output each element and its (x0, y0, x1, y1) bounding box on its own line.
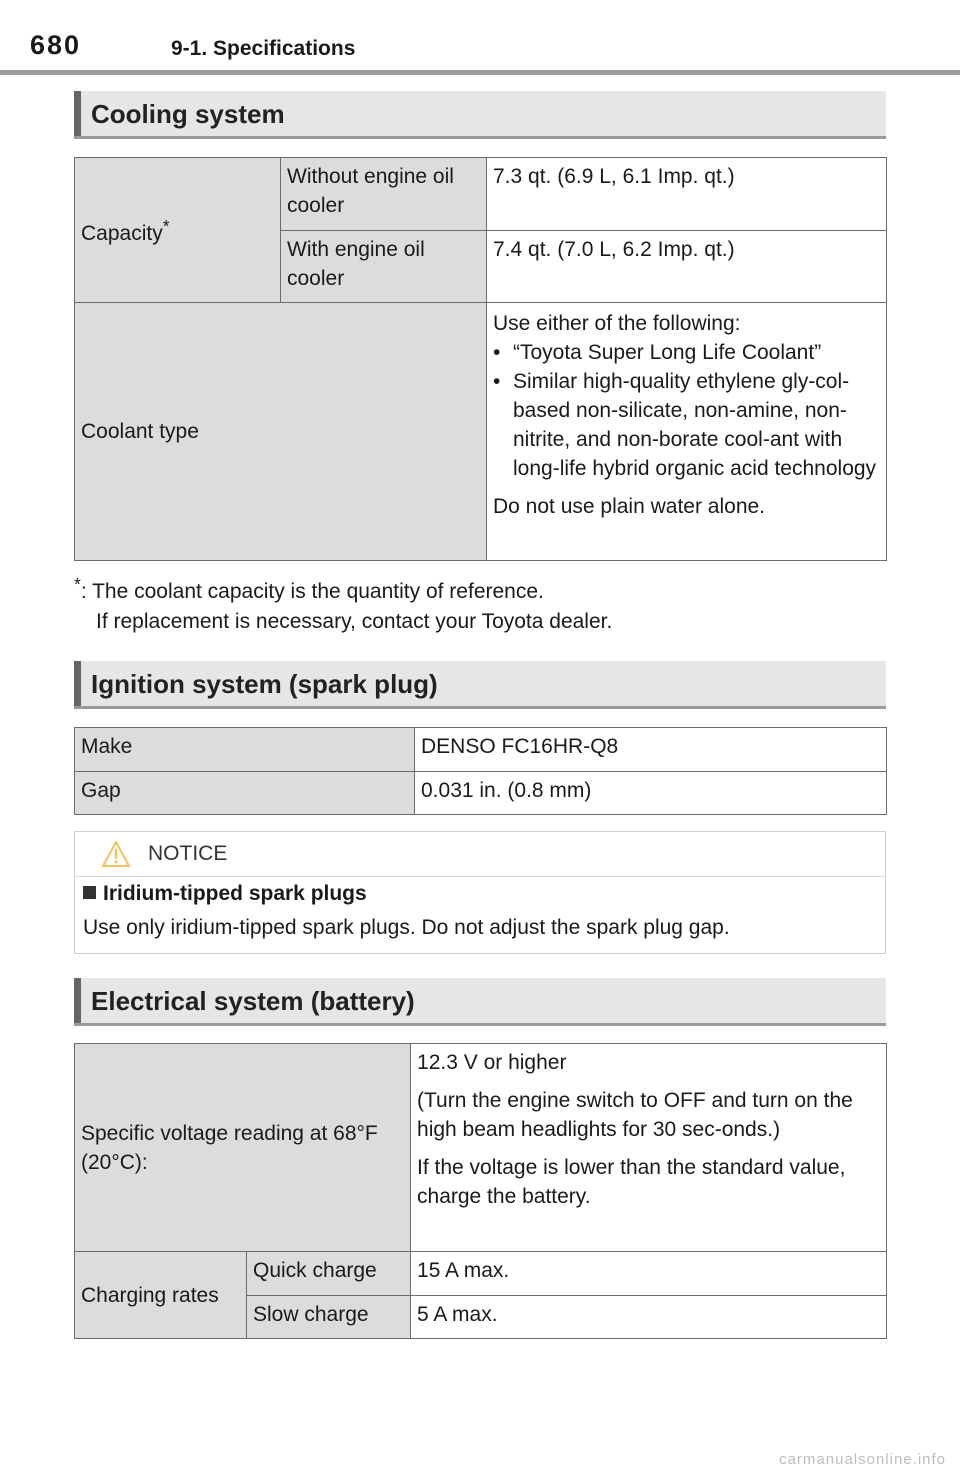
cooling-system-table (74, 157, 887, 561)
table-row (75, 1044, 887, 1252)
voltage-reading-label: Specific voltage reading at 68°F (20°C): (75, 1044, 411, 1252)
header-divider (0, 70, 960, 75)
footnote-line-2: If replacement is necessary, contact your Toyota dealer. (96, 610, 613, 633)
with-oil-cooler-label: With engine oil cooler (281, 231, 487, 303)
notice-box (74, 831, 886, 954)
quick-charge-label: Quick charge (247, 1252, 411, 1296)
list-item: • Similar high-quality ethylene gly-col-based non-silicate, non-amine, non-nitrite, and non-borate cool-ant with long-life hybrid organic acid technology (493, 367, 880, 483)
gap-label: Gap (75, 772, 415, 815)
quick-charge-value: 15 A max. (411, 1252, 887, 1296)
page-number: 680 (30, 30, 82, 60)
notice-title: NOTICE (148, 842, 228, 865)
coolant-options-list (493, 338, 880, 483)
electrical-system-heading (74, 978, 886, 1026)
table-row (75, 1252, 887, 1296)
footnote-marker: * (162, 216, 170, 236)
notice-header (75, 832, 885, 877)
warning-triangle-icon (101, 840, 131, 873)
voltage-value: 12.3 V or higher (417, 1051, 567, 1074)
without-oil-cooler-label: Without engine oil cooler (281, 158, 487, 231)
square-bullet-icon (83, 886, 96, 899)
notice-subheading-text: Iridium-tipped spark plugs (103, 882, 367, 905)
capacity-label: Capacity (81, 222, 163, 245)
make-value: DENSO FC16HR-Q8 (415, 728, 887, 772)
voltage-reading-value-cell (411, 1044, 887, 1252)
voltage-advice: If the voltage is lower than the standard value, charge the battery. (417, 1156, 846, 1208)
notice-subheading (83, 882, 367, 906)
electrical-system-title: Electrical system (battery) (91, 986, 415, 1016)
voltage-instructions: (Turn the engine switch to OFF and turn on the high beam headlights for 30 sec-onds.) (417, 1089, 853, 1141)
page-header (0, 0, 960, 76)
table-row (75, 728, 887, 772)
with-oil-cooler-value: 7.4 qt. (7.0 L, 6.2 Imp. qt.) (487, 231, 887, 303)
notice-body: Use only iridium-tipped spark plugs. Do not adjust the spark plug gap. (83, 916, 730, 939)
table-row (75, 303, 887, 561)
make-label: Make (75, 728, 415, 772)
heading-accent-bar (74, 661, 81, 706)
ignition-system-table (74, 727, 887, 815)
heading-accent-bar (74, 978, 81, 1023)
list-item: • “Toyota Super Long Life Coolant” (493, 338, 880, 367)
coolant-footnote (74, 569, 612, 637)
coolant-intro: Use either of the following: (493, 312, 741, 335)
section-title: 9-1. Specifications (171, 37, 356, 60)
without-oil-cooler-value: 7.3 qt. (6.9 L, 6.1 Imp. qt.) (487, 158, 887, 231)
cooling-system-title: Cooling system (91, 99, 285, 129)
coolant-type-value-cell (487, 303, 887, 561)
electrical-system-table (74, 1043, 887, 1339)
footnote-marker: * (74, 574, 81, 594)
charging-rates-label: Charging rates (75, 1252, 247, 1339)
footnote-line-1: : The coolant capacity is the quantity of reference. (80, 580, 544, 603)
coolant-note: Do not use plain water alone. (493, 495, 766, 518)
capacity-label-cell (75, 158, 281, 303)
table-row (75, 772, 887, 815)
ignition-system-heading (74, 661, 886, 709)
slow-charge-value: 5 A max. (411, 1296, 887, 1339)
ignition-system-title: Ignition system (spark plug) (91, 669, 438, 699)
coolant-type-label: Coolant type (75, 303, 487, 561)
watermark: carmanualsonline.info (779, 1451, 946, 1468)
gap-value: 0.031 in. (0.8 mm) (415, 772, 887, 815)
slow-charge-label: Slow charge (247, 1296, 411, 1339)
cooling-system-heading (74, 91, 886, 139)
heading-accent-bar (74, 91, 81, 136)
table-row (75, 158, 887, 231)
